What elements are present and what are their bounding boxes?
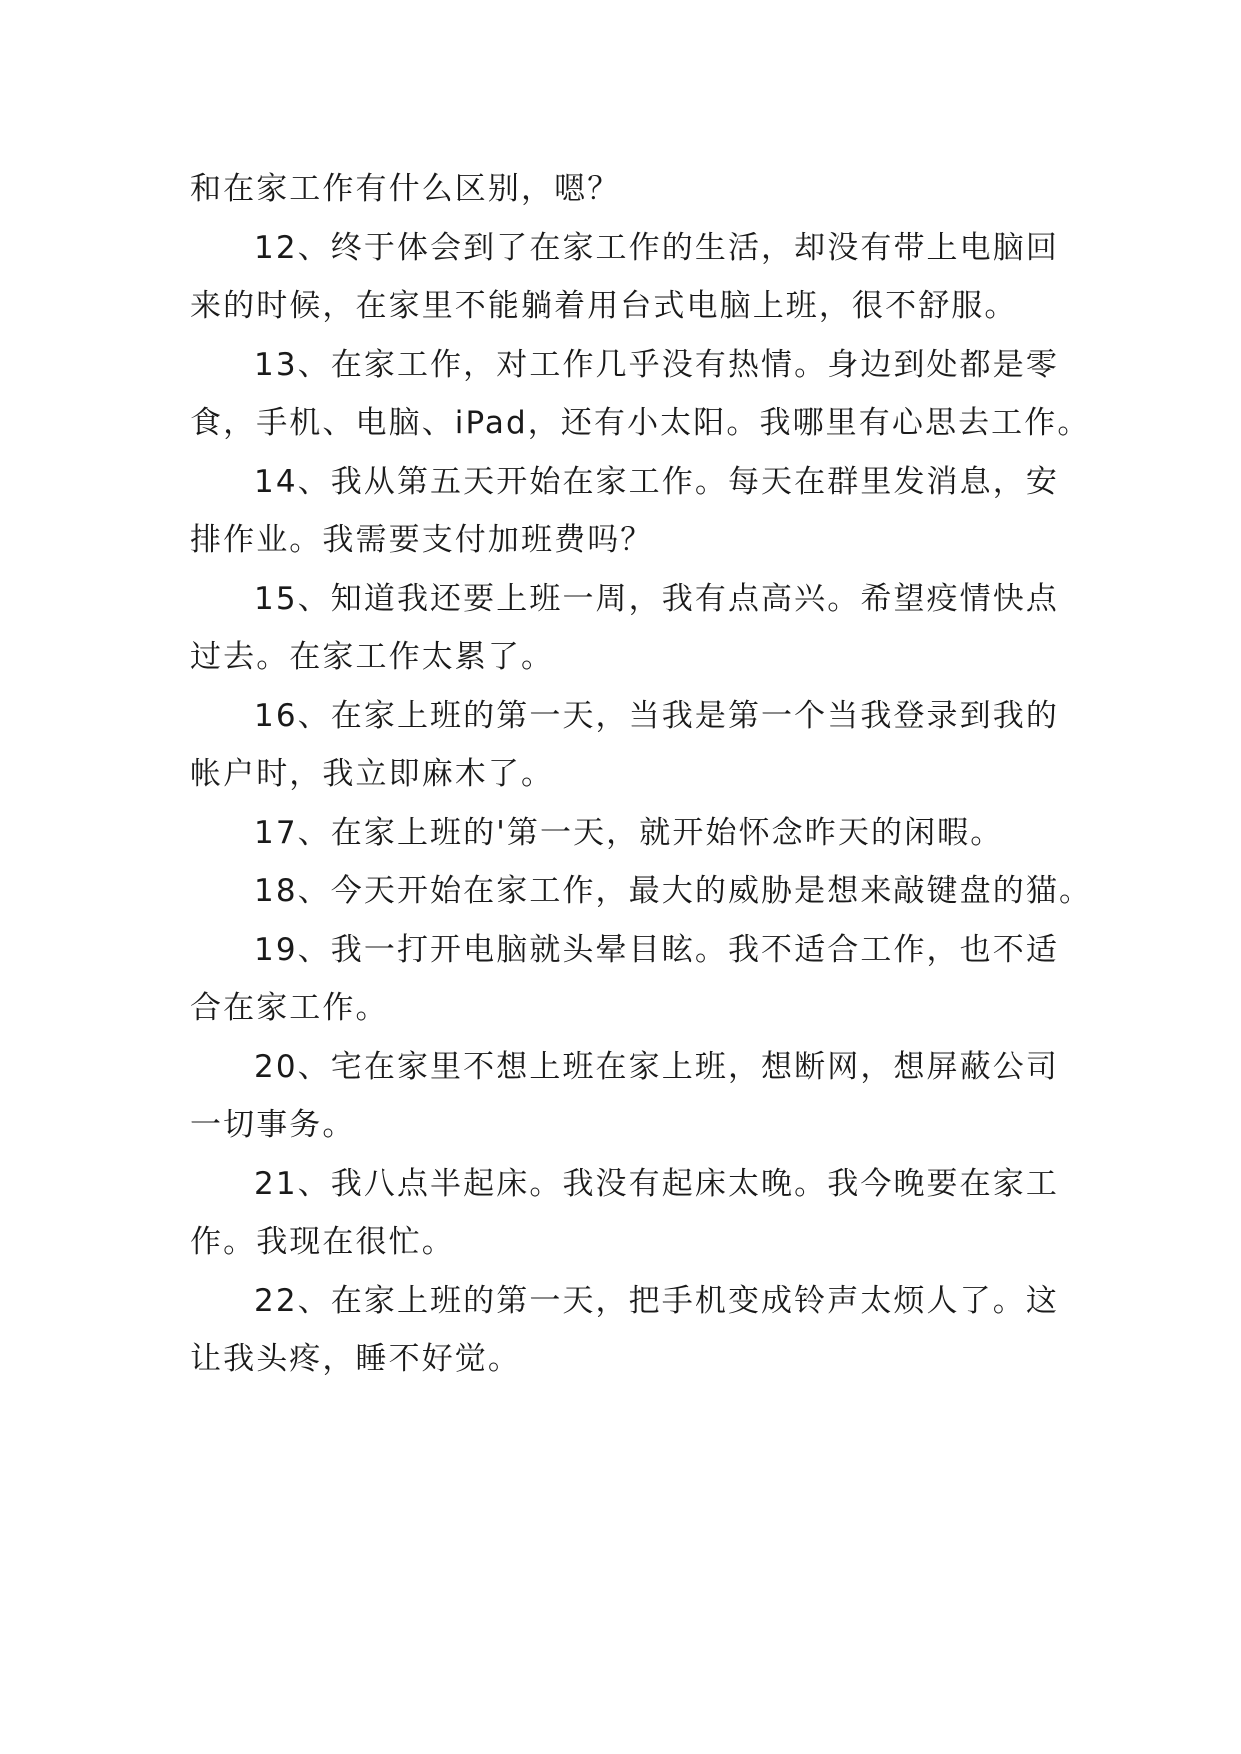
text-line: 15、知道我还要上班一周，我有点高兴。希望疫情快点 [254,580,1059,617]
text-line: 合在家工作。 [190,990,389,1026]
text-line: 排作业。我需要支付加班费吗？ [190,522,654,558]
text-line: 17、在家上班的'第一天，就开始怀念昨天的闲暇。 [254,814,1004,851]
document-body [190,160,1093,1389]
text-line: 一切事务。 [190,1107,356,1143]
text-line: 作。我现在很忙。 [190,1224,455,1260]
text-line: 20、宅在家里不想上班在家上班，想断网，想屏蔽公司 [254,1048,1059,1085]
text-line: 食，手机、电脑、iPad，还有小太阳。我哪里有心思去工作。 [190,405,1091,441]
text-line: 14、我从第五天开始在家工作。每天在群里发消息，安 [254,463,1059,500]
text-line: 帐户时，我立即麻木了。 [190,756,555,792]
text-line: 19、我一打开电脑就头晕目眩。我不适合工作，也不适 [254,931,1059,968]
text-line: 21、我八点半起床。我没有起床太晚。我今晚要在家工 [254,1165,1059,1202]
text-line: 18、今天开始在家工作，最大的威胁是想来敲键盘的猫。 [254,873,1093,909]
text-line: 过去。在家工作太累了。 [190,639,555,675]
text-line: 12、终于体会到了在家工作的生活，却没有带上电脑回 [254,229,1059,266]
text-line: 22、在家上班的第一天，把手机变成铃声太烦人了。这 [254,1282,1059,1319]
text-line: 来的时候，在家里不能躺着用台式电脑上班，很不舒服。 [190,288,1018,324]
text-line: 让我头疼，睡不好觉。 [190,1341,521,1377]
text-line: 16、在家上班的第一天，当我是第一个当我登录到我的 [254,697,1059,734]
text-line: 和在家工作有什么区别，嗯？ [190,171,621,207]
text-line: 13、在家工作，对工作几乎没有热情。身边到处都是零 [254,346,1059,383]
